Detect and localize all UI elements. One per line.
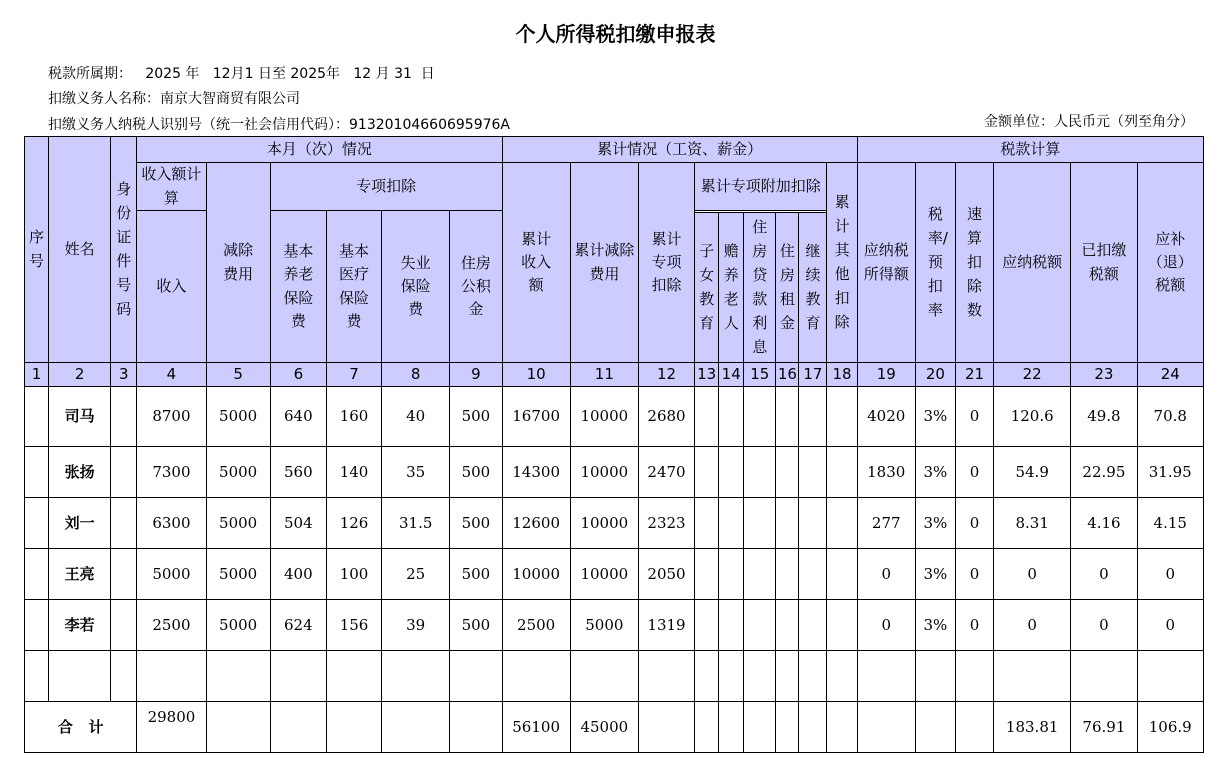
col-number: 4	[137, 363, 206, 387]
total-label: 合 计	[25, 702, 137, 753]
col-number: 8	[382, 363, 450, 387]
header-elderly: 赡养老人	[719, 213, 744, 363]
cell-taxable: 0	[857, 549, 915, 600]
cell-unemp: 31.5	[382, 498, 450, 549]
cell-rate: 3%	[915, 387, 955, 447]
header-medical: 基本医疗保险费	[326, 211, 381, 363]
col-number: 14	[719, 363, 744, 387]
cell-empty	[827, 447, 857, 498]
cell-cum-special: 1319	[638, 600, 694, 651]
cell-name: 李若	[49, 600, 111, 651]
cell-empty	[799, 387, 827, 447]
empty-row	[25, 651, 1204, 702]
cell-empty	[776, 498, 799, 549]
form-title: 个人所得税扣缴申报表	[515, 22, 716, 46]
col-number: 11	[570, 363, 638, 387]
cell-taxable: 1830	[857, 447, 915, 498]
cell-cum-deduct: 10000	[570, 498, 638, 549]
cell-empty	[111, 498, 137, 549]
col-number: 2	[49, 363, 111, 387]
cell-quick: 0	[955, 600, 993, 651]
cell-empty	[744, 498, 776, 549]
header-cum-special: 累计专项扣除	[638, 163, 694, 363]
cell-empty	[719, 498, 744, 549]
cell-empty	[827, 498, 857, 549]
cell-empty	[827, 600, 857, 651]
cell-income: 7300	[137, 447, 206, 498]
total-row	[25, 702, 1204, 753]
col-number: 1	[25, 363, 49, 387]
total-income: 29800	[137, 702, 206, 753]
cell-empty	[776, 549, 799, 600]
table-row	[25, 498, 1204, 549]
cell-cum-income: 12600	[502, 498, 570, 549]
header-special: 专项扣除	[270, 163, 502, 211]
cell-quick: 0	[955, 387, 993, 447]
cell-due: 4.15	[1137, 498, 1204, 549]
cell-quick: 0	[955, 498, 993, 549]
cell-rate: 3%	[915, 447, 955, 498]
cell-cum-special: 2470	[638, 447, 694, 498]
header-unemployment: 失业保险费	[382, 211, 450, 363]
cell-empty	[744, 447, 776, 498]
cell-empty	[111, 387, 137, 447]
cell-income: 5000	[137, 549, 206, 600]
cell-cum-income: 10000	[502, 549, 570, 600]
cell-payable: 54.9	[994, 447, 1071, 498]
header-cum-income: 累计收入额	[502, 163, 570, 363]
cell-taxable: 4020	[857, 387, 915, 447]
cell-housing: 500	[450, 447, 502, 498]
cell-income: 2500	[137, 600, 206, 651]
cell-cum-special: 2050	[638, 549, 694, 600]
table-row	[25, 447, 1204, 498]
cell-empty	[719, 549, 744, 600]
table-row	[25, 387, 1204, 447]
cell-empty	[25, 549, 49, 600]
header-income-calc: 收入额计算	[137, 163, 206, 211]
cell-empty	[776, 447, 799, 498]
column-number-row	[25, 363, 1204, 387]
col-number: 10	[502, 363, 570, 387]
cell-housing: 500	[450, 498, 502, 549]
cell-unemp: 39	[382, 600, 450, 651]
cell-pension: 400	[270, 549, 326, 600]
cell-unemp: 40	[382, 387, 450, 447]
cell-taxable: 277	[857, 498, 915, 549]
cell-cum-deduct: 10000	[570, 387, 638, 447]
cell-withheld: 22.95	[1071, 447, 1137, 498]
header-rent: 住房租金	[776, 213, 799, 363]
header-pension: 基本养老保险费	[270, 211, 326, 363]
cell-payable: 120.6	[994, 387, 1071, 447]
cell-withheld: 0	[1071, 549, 1137, 600]
total-cum-income: 56100	[502, 702, 570, 753]
header-housing-fund: 住房公积金	[450, 211, 502, 363]
header-cumulative: 累计情况（工资、薪金）	[502, 137, 857, 163]
cell-housing: 500	[450, 387, 502, 447]
cell-income: 6300	[137, 498, 206, 549]
cell-empty	[25, 600, 49, 651]
cell-housing: 500	[450, 600, 502, 651]
cell-due: 0	[1137, 549, 1204, 600]
cell-deduct: 5000	[206, 549, 270, 600]
currency-unit: 金额单位：人民币元（列至角分）	[984, 114, 1194, 130]
cell-pension: 560	[270, 447, 326, 498]
col-number: 16	[776, 363, 799, 387]
cell-empty	[695, 498, 719, 549]
cell-empty	[799, 447, 827, 498]
col-number: 15	[744, 363, 776, 387]
cell-cum-deduct: 5000	[570, 600, 638, 651]
cell-name: 刘一	[49, 498, 111, 549]
cell-due: 31.95	[1137, 447, 1204, 498]
cell-empty	[25, 498, 49, 549]
cell-pension: 640	[270, 387, 326, 447]
header-quick-deduction: 速算扣除数	[955, 163, 993, 363]
cell-deduct: 5000	[206, 600, 270, 651]
col-number: 7	[326, 363, 381, 387]
col-number: 9	[450, 363, 502, 387]
cell-empty	[111, 549, 137, 600]
total-cum-deduction: 45000	[570, 702, 638, 753]
cell-cum-deduct: 10000	[570, 549, 638, 600]
col-number: 12	[638, 363, 694, 387]
cell-empty	[695, 549, 719, 600]
cell-deduct: 5000	[206, 387, 270, 447]
header-deduction-fee: 减除费用	[206, 163, 270, 363]
header-cum-deduction-fee: 累计减除费用	[570, 163, 638, 363]
cell-due: 70.8	[1137, 387, 1204, 447]
header-seq: 序号	[25, 137, 49, 363]
cell-empty	[827, 387, 857, 447]
col-number: 6	[270, 363, 326, 387]
cell-unemp: 35	[382, 447, 450, 498]
cell-unemp: 25	[382, 549, 450, 600]
cell-empty	[111, 447, 137, 498]
cell-empty	[25, 387, 49, 447]
cell-empty	[719, 600, 744, 651]
total-tax-payable: 183.81	[994, 702, 1071, 753]
cell-empty	[799, 600, 827, 651]
cell-medical: 126	[326, 498, 381, 549]
header-cum-additional: 累计专项附加扣除	[695, 163, 827, 211]
cell-rate: 3%	[915, 600, 955, 651]
col-number: 22	[994, 363, 1071, 387]
cell-medical: 156	[326, 600, 381, 651]
cell-cum-income: 2500	[502, 600, 570, 651]
tax-withholding-table	[24, 136, 1204, 753]
cell-empty	[719, 447, 744, 498]
table-row	[25, 549, 1204, 600]
cell-empty	[695, 387, 719, 447]
cell-quick: 0	[955, 447, 993, 498]
cell-payable: 0	[994, 549, 1071, 600]
cell-empty	[827, 549, 857, 600]
cell-cum-income: 16700	[502, 387, 570, 447]
cell-payable: 0	[994, 600, 1071, 651]
cell-empty	[744, 387, 776, 447]
header-mortgage: 住房贷款利息	[744, 213, 776, 363]
col-number: 21	[955, 363, 993, 387]
cell-withheld: 49.8	[1071, 387, 1137, 447]
cell-empty	[799, 549, 827, 600]
cell-empty	[25, 447, 49, 498]
cell-withheld: 0	[1071, 600, 1137, 651]
header-tax-withheld: 已扣缴税额	[1071, 163, 1137, 363]
header-taxable-income: 应纳税所得额	[857, 163, 915, 363]
header-cum-other: 累计其他扣除	[827, 163, 857, 363]
cell-cum-income: 14300	[502, 447, 570, 498]
cell-empty	[776, 600, 799, 651]
cell-name: 王亮	[49, 549, 111, 600]
cell-quick: 0	[955, 549, 993, 600]
cell-rate: 3%	[915, 549, 955, 600]
cell-pension: 624	[270, 600, 326, 651]
cell-housing: 500	[450, 549, 502, 600]
header-tax-calc: 税款计算	[857, 137, 1203, 163]
cell-cum-deduct: 10000	[570, 447, 638, 498]
cell-name: 张扬	[49, 447, 111, 498]
cell-empty	[799, 498, 827, 549]
cell-pension: 504	[270, 498, 326, 549]
cell-rate: 3%	[915, 498, 955, 549]
cell-income: 8700	[137, 387, 206, 447]
header-monthly: 本月（次）情况	[137, 137, 502, 163]
withholding-agent-id: 扣缴义务人纳税人识别号（统一社会信用代码）：91320104660695976A	[48, 117, 510, 133]
cell-due: 0	[1137, 600, 1204, 651]
col-number: 3	[111, 363, 137, 387]
header-id-no: 身份证件号码	[111, 137, 137, 363]
total-tax-withheld: 76.91	[1071, 702, 1137, 753]
cell-medical: 160	[326, 387, 381, 447]
cell-cum-special: 2323	[638, 498, 694, 549]
col-number: 19	[857, 363, 915, 387]
cell-cum-special: 2680	[638, 387, 694, 447]
header-income: 收入	[137, 211, 206, 363]
col-number: 23	[1071, 363, 1137, 387]
header-cont-edu: 继续教育	[799, 213, 827, 363]
col-number: 13	[695, 363, 719, 387]
header-tax-payable: 应纳税额	[994, 163, 1071, 363]
header-children-edu: 子女教育	[695, 213, 719, 363]
cell-name: 司马	[49, 387, 111, 447]
col-number: 20	[915, 363, 955, 387]
table-row	[25, 600, 1204, 651]
cell-withheld: 4.16	[1071, 498, 1137, 549]
cell-empty	[719, 387, 744, 447]
col-number: 5	[206, 363, 270, 387]
cell-empty	[111, 600, 137, 651]
cell-empty	[776, 387, 799, 447]
cell-deduct: 5000	[206, 447, 270, 498]
withholding-agent-name: 扣缴义务人名称：南京大智商贸有限公司	[48, 91, 300, 107]
col-number: 17	[799, 363, 827, 387]
cell-empty	[695, 600, 719, 651]
cell-medical: 100	[326, 549, 381, 600]
cell-empty	[744, 600, 776, 651]
cell-deduct: 5000	[206, 498, 270, 549]
header-name: 姓名	[49, 137, 111, 363]
cell-taxable: 0	[857, 600, 915, 651]
cell-empty	[744, 549, 776, 600]
header-tax-due: 应补（退）税额	[1137, 163, 1204, 363]
cell-payable: 8.31	[994, 498, 1071, 549]
tax-period: 税款所属期： 2025 年 12月1 日至 2025年 12 月 31 日	[48, 66, 435, 82]
cell-empty	[695, 447, 719, 498]
header-rate: 税率/预扣率	[915, 163, 955, 363]
col-number: 24	[1137, 363, 1204, 387]
cell-medical: 140	[326, 447, 381, 498]
total-tax-due: 106.9	[1137, 702, 1204, 753]
col-number: 18	[827, 363, 857, 387]
